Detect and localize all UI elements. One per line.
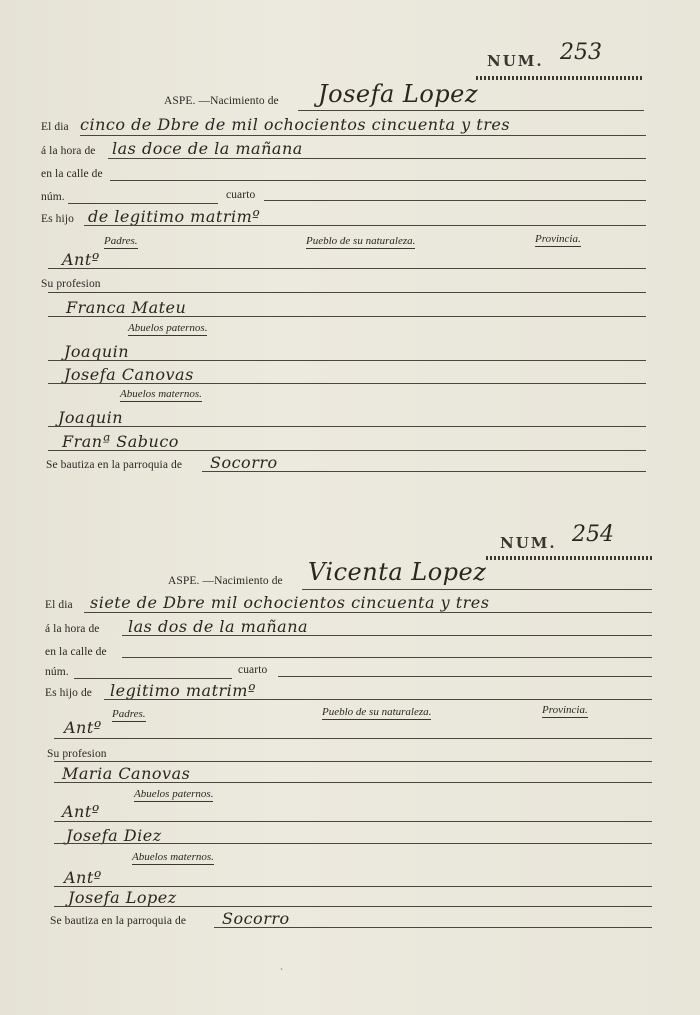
hour-line <box>108 158 646 159</box>
paternal-grandparent-2: Josefa Diez <box>66 826 162 845</box>
paternal-grandparent-1: Antº <box>62 802 100 821</box>
profession-label: Su profesion <box>41 278 101 290</box>
father-line <box>54 738 652 739</box>
room-label: cuarto <box>226 189 256 201</box>
paternal-line-1 <box>48 360 646 361</box>
street-label: en la calle de <box>45 646 107 658</box>
parish-line <box>214 927 652 928</box>
day-value: siete de Dbre mil ochocientos cincuenta y tres <box>90 593 490 612</box>
number-ornament <box>486 556 652 560</box>
father-name: Antº <box>64 718 102 737</box>
paternal-grandparent-2: Josefa Canovas <box>64 365 194 384</box>
column-province: Provincia. <box>542 704 588 716</box>
num-field-line <box>74 678 232 679</box>
maternal-grandparent-2: Josefa Lopez <box>68 888 177 907</box>
hour-line <box>122 635 652 636</box>
name-line <box>298 110 644 111</box>
num-field-label: núm. <box>45 666 69 678</box>
hour-label: á la hora de <box>41 145 96 157</box>
maternal-line-2 <box>54 906 652 907</box>
record-number-label: NUM. <box>500 534 557 552</box>
maternal-grandparents-label: Abuelos maternos. <box>120 388 202 400</box>
parish-line <box>202 471 646 472</box>
maternal-grandparents-label: Abuelos maternos. <box>132 851 214 863</box>
page-speck: ˋ <box>280 968 284 979</box>
child-name: Josefa Lopez <box>318 80 479 108</box>
hour-value: las doce de la mañana <box>112 139 303 158</box>
child-name: Vicenta Lopez <box>308 558 487 586</box>
header-prefix: ASPE. —Nacimiento de <box>164 95 279 107</box>
mother-line <box>48 316 646 317</box>
hour-value: las dos de la mañana <box>128 617 309 636</box>
parish-label: Se bautiza en la parroquia de <box>46 459 183 471</box>
column-town: Pueblo de su naturaleza. <box>322 706 432 718</box>
paternal-grandparents-label: Abuelos paternos. <box>134 788 214 800</box>
maternal-line-1 <box>48 426 646 427</box>
header-prefix: ASPE. —Nacimiento de <box>168 575 283 587</box>
record-number-value: 253 <box>560 40 602 65</box>
num-field-line <box>68 203 218 204</box>
child-line <box>104 699 652 700</box>
paternal-grandparents-label: Abuelos paternos. <box>128 322 208 334</box>
mother-name: Franca Mateu <box>66 298 187 317</box>
day-value: cinco de Dbre de mil ochocientos cincuenta y tres <box>80 115 511 134</box>
day-label: El dia <box>45 599 73 611</box>
parish-value: Socorro <box>222 909 290 928</box>
paternal-line-2 <box>54 843 652 844</box>
maternal-grandparent-1: Joaquin <box>58 408 124 427</box>
column-parents: Padres. <box>112 708 146 720</box>
room-label: cuarto <box>238 664 268 676</box>
street-line <box>110 180 646 181</box>
name-line <box>302 589 652 590</box>
child-line <box>84 225 646 226</box>
child-label: Es hijo de <box>45 687 92 699</box>
record-number-value: 254 <box>572 522 614 547</box>
record-number-label: NUM. <box>487 52 544 70</box>
column-province: Provincia. <box>535 233 581 245</box>
day-label: El dia <box>41 121 69 133</box>
maternal-line-1 <box>54 886 652 887</box>
profession-line <box>48 292 646 293</box>
hour-label: á la hora de <box>45 623 100 635</box>
mother-name: Maria Canovas <box>62 764 191 783</box>
father-line <box>48 268 646 269</box>
paternal-line-2 <box>48 383 646 384</box>
maternal-grandparent-1: Antº <box>64 868 102 887</box>
number-ornament <box>476 76 644 80</box>
maternal-grandparent-2: Franª Sabuco <box>62 432 179 451</box>
day-line <box>84 612 652 613</box>
parish-value: Socorro <box>210 453 278 472</box>
parish-label: Se bautiza en la parroquia de <box>50 915 187 927</box>
profession-label: Su profesion <box>47 748 107 760</box>
paternal-grandparent-1: Joaquin <box>64 342 130 361</box>
room-line <box>264 200 646 201</box>
profession-line <box>54 761 652 762</box>
street-label: en la calle de <box>41 168 103 180</box>
num-field-label: núm. <box>41 191 65 203</box>
paternal-line-1 <box>54 821 652 822</box>
room-line <box>278 676 652 677</box>
father-name: Antº <box>62 250 100 269</box>
maternal-line-2 <box>48 450 646 451</box>
column-town: Pueblo de su naturaleza. <box>306 235 416 247</box>
child-value: legitimo matrimº <box>110 681 256 700</box>
day-line <box>80 135 646 136</box>
street-line <box>122 657 652 658</box>
child-label: Es hijo <box>41 213 74 225</box>
child-value: de legitimo matrimº <box>88 207 261 226</box>
mother-line <box>54 782 652 783</box>
column-parents: Padres. <box>104 235 138 247</box>
